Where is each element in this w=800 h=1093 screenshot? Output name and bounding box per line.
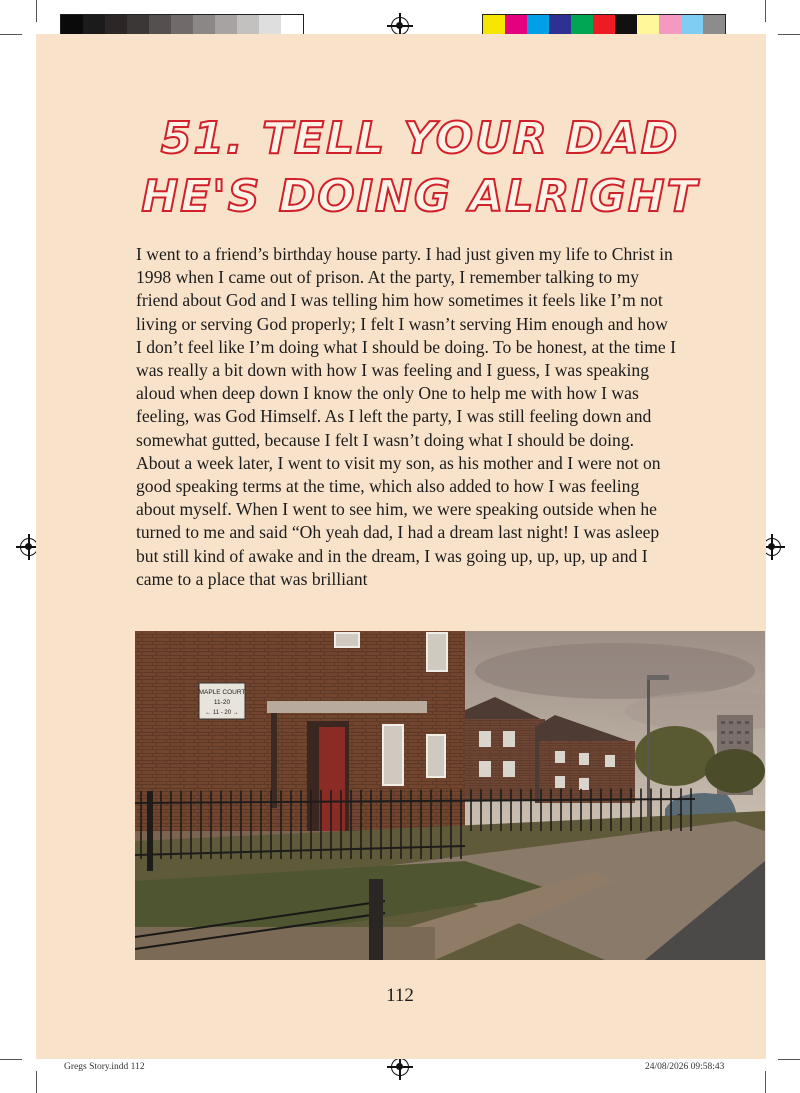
slug-file-info: Gregs Story.indd 112 xyxy=(64,1062,145,1072)
chapter-title-line-1: 51. TELL YOUR DAD xyxy=(160,113,680,164)
estate-photo-illustration xyxy=(135,631,765,960)
page-number: 112 xyxy=(386,985,414,1006)
crop-mark xyxy=(778,34,800,35)
chapter-title-line-2: HE'S DOING ALRIGHT xyxy=(141,171,699,222)
registration-mark-icon xyxy=(391,1058,409,1076)
sign-line-2: 11-20 xyxy=(213,699,231,706)
crop-mark xyxy=(36,1071,37,1093)
estate-photo xyxy=(135,631,765,960)
crop-mark xyxy=(36,0,37,22)
sign-line-3: ← 11 - 20 → xyxy=(205,710,239,716)
crop-mark xyxy=(778,1059,800,1060)
crop-mark xyxy=(765,0,766,22)
crop-mark xyxy=(765,1071,766,1093)
sign-line-1: MAPLE COURT xyxy=(198,689,246,696)
body-text xyxy=(136,243,676,591)
slug-timestamp: 24/08/2026 09:58:43 xyxy=(645,1062,725,1072)
crop-mark xyxy=(0,34,22,35)
chapter-title xyxy=(120,110,720,226)
crop-mark xyxy=(0,1059,22,1060)
registration-mark-icon xyxy=(391,17,409,35)
body-paragraph: I went to a friend’s birthday house party. I had just given my life to Christ in 1998 when I came out of prison. At the party, I remember talking to my friend about God and I was telling him how sometimes it feels like I’m not living or serving God properly; I felt I wasn’t serving Him enough and how I don’t feel like I’m doing what I should be doing. To be honest, at the time I was really a bit down with how I was feeling and I guess, I was speaking aloud when deep down I know the only One to help me with how I was feeling, was God Himself. As I left the party, I was still feeling down and somewhat gutted, because I felt I wasn’t doing what I should be doing. About a week later, I went to visit my son, as his mother and I were not on good speaking terms at the time, which also added to how I was feeling about myself. When I went to see him, we were speaking outside when he turned to me and said “Oh yeah dad, I had a dream last night! I was asleep but still kind of awake and in the dream, I was going up, up, up, up and I came to a place that was brilliant xyxy=(136,244,676,589)
